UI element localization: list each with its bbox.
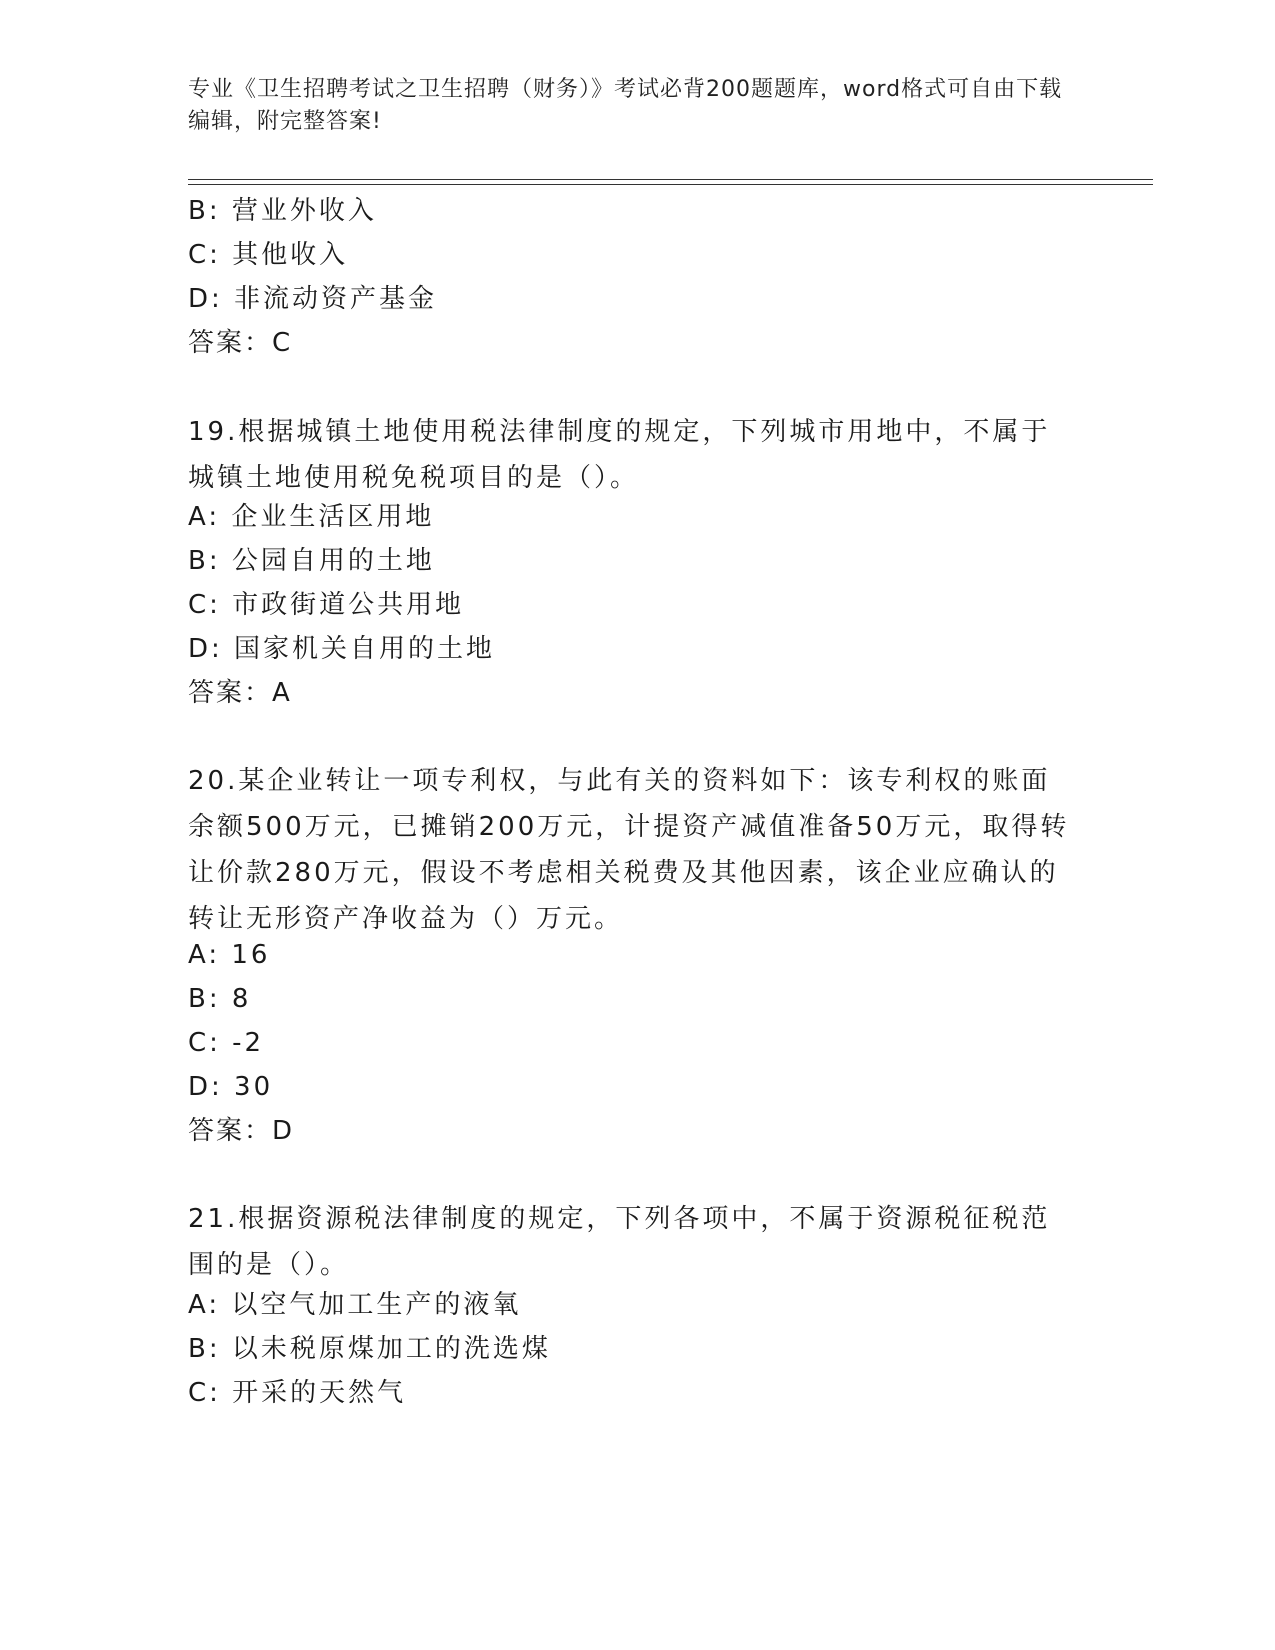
question-19-text: 19.根据城镇土地使用税法律制度的规定，下列城市用地中，不属于城镇土地使用税免税项目的是（）。 [188, 417, 1051, 493]
option-b: B: 营业外收入 [188, 196, 377, 226]
question-19-answer: 答案：A [188, 678, 292, 708]
header-divider-bottom [188, 184, 1153, 185]
question-21-option-b: B: 以未税原煤加工的洗选煤 [188, 1334, 551, 1364]
question-20-option-b: B: 8 [188, 984, 252, 1014]
question-20-option-d: D: 30 [188, 1072, 274, 1102]
option-d: D: 非流动资产基金 [188, 284, 438, 314]
question-19-option-d: D: 国家机关自用的土地 [188, 634, 496, 664]
question-21-option-a: A: 以空气加工生产的液氧 [188, 1290, 522, 1320]
document-header: 专业《卫生招聘考试之卫生招聘（财务）》考试必背200题题库，word格式可自由下载编辑，附完整答案! [188, 77, 1063, 134]
question-20-text: 20.某企业转让一项专利权，与此有关的资料如下：该专利权的账面余额500万元，已摊销200万元，计提资产减值准备50万元，取得转让价款280万元，假设不考虑相关税费及其他因素，该企业应确认的转让无形资产净收益为（）万元。 [188, 766, 1070, 934]
question-21-text: 21.根据资源税法律制度的规定，下列各项中，不属于资源税征税范围的是（）。 [188, 1204, 1051, 1280]
question-19-option-c: C: 市政街道公共用地 [188, 590, 465, 620]
question-19-option-a: A: 企业生活区用地 [188, 502, 435, 532]
answer: 答案：C [188, 328, 293, 358]
option-c: C: 其他收入 [188, 240, 349, 270]
question-20-option-a: A: 16 [188, 940, 271, 970]
question-21-option-c: C: 开采的天然气 [188, 1378, 407, 1408]
question-19-option-b: B: 公园自用的土地 [188, 546, 435, 576]
question-20-option-c: C: -2 [188, 1028, 265, 1058]
question-20-answer: 答案：D [188, 1116, 295, 1146]
header-divider-top [188, 179, 1153, 180]
